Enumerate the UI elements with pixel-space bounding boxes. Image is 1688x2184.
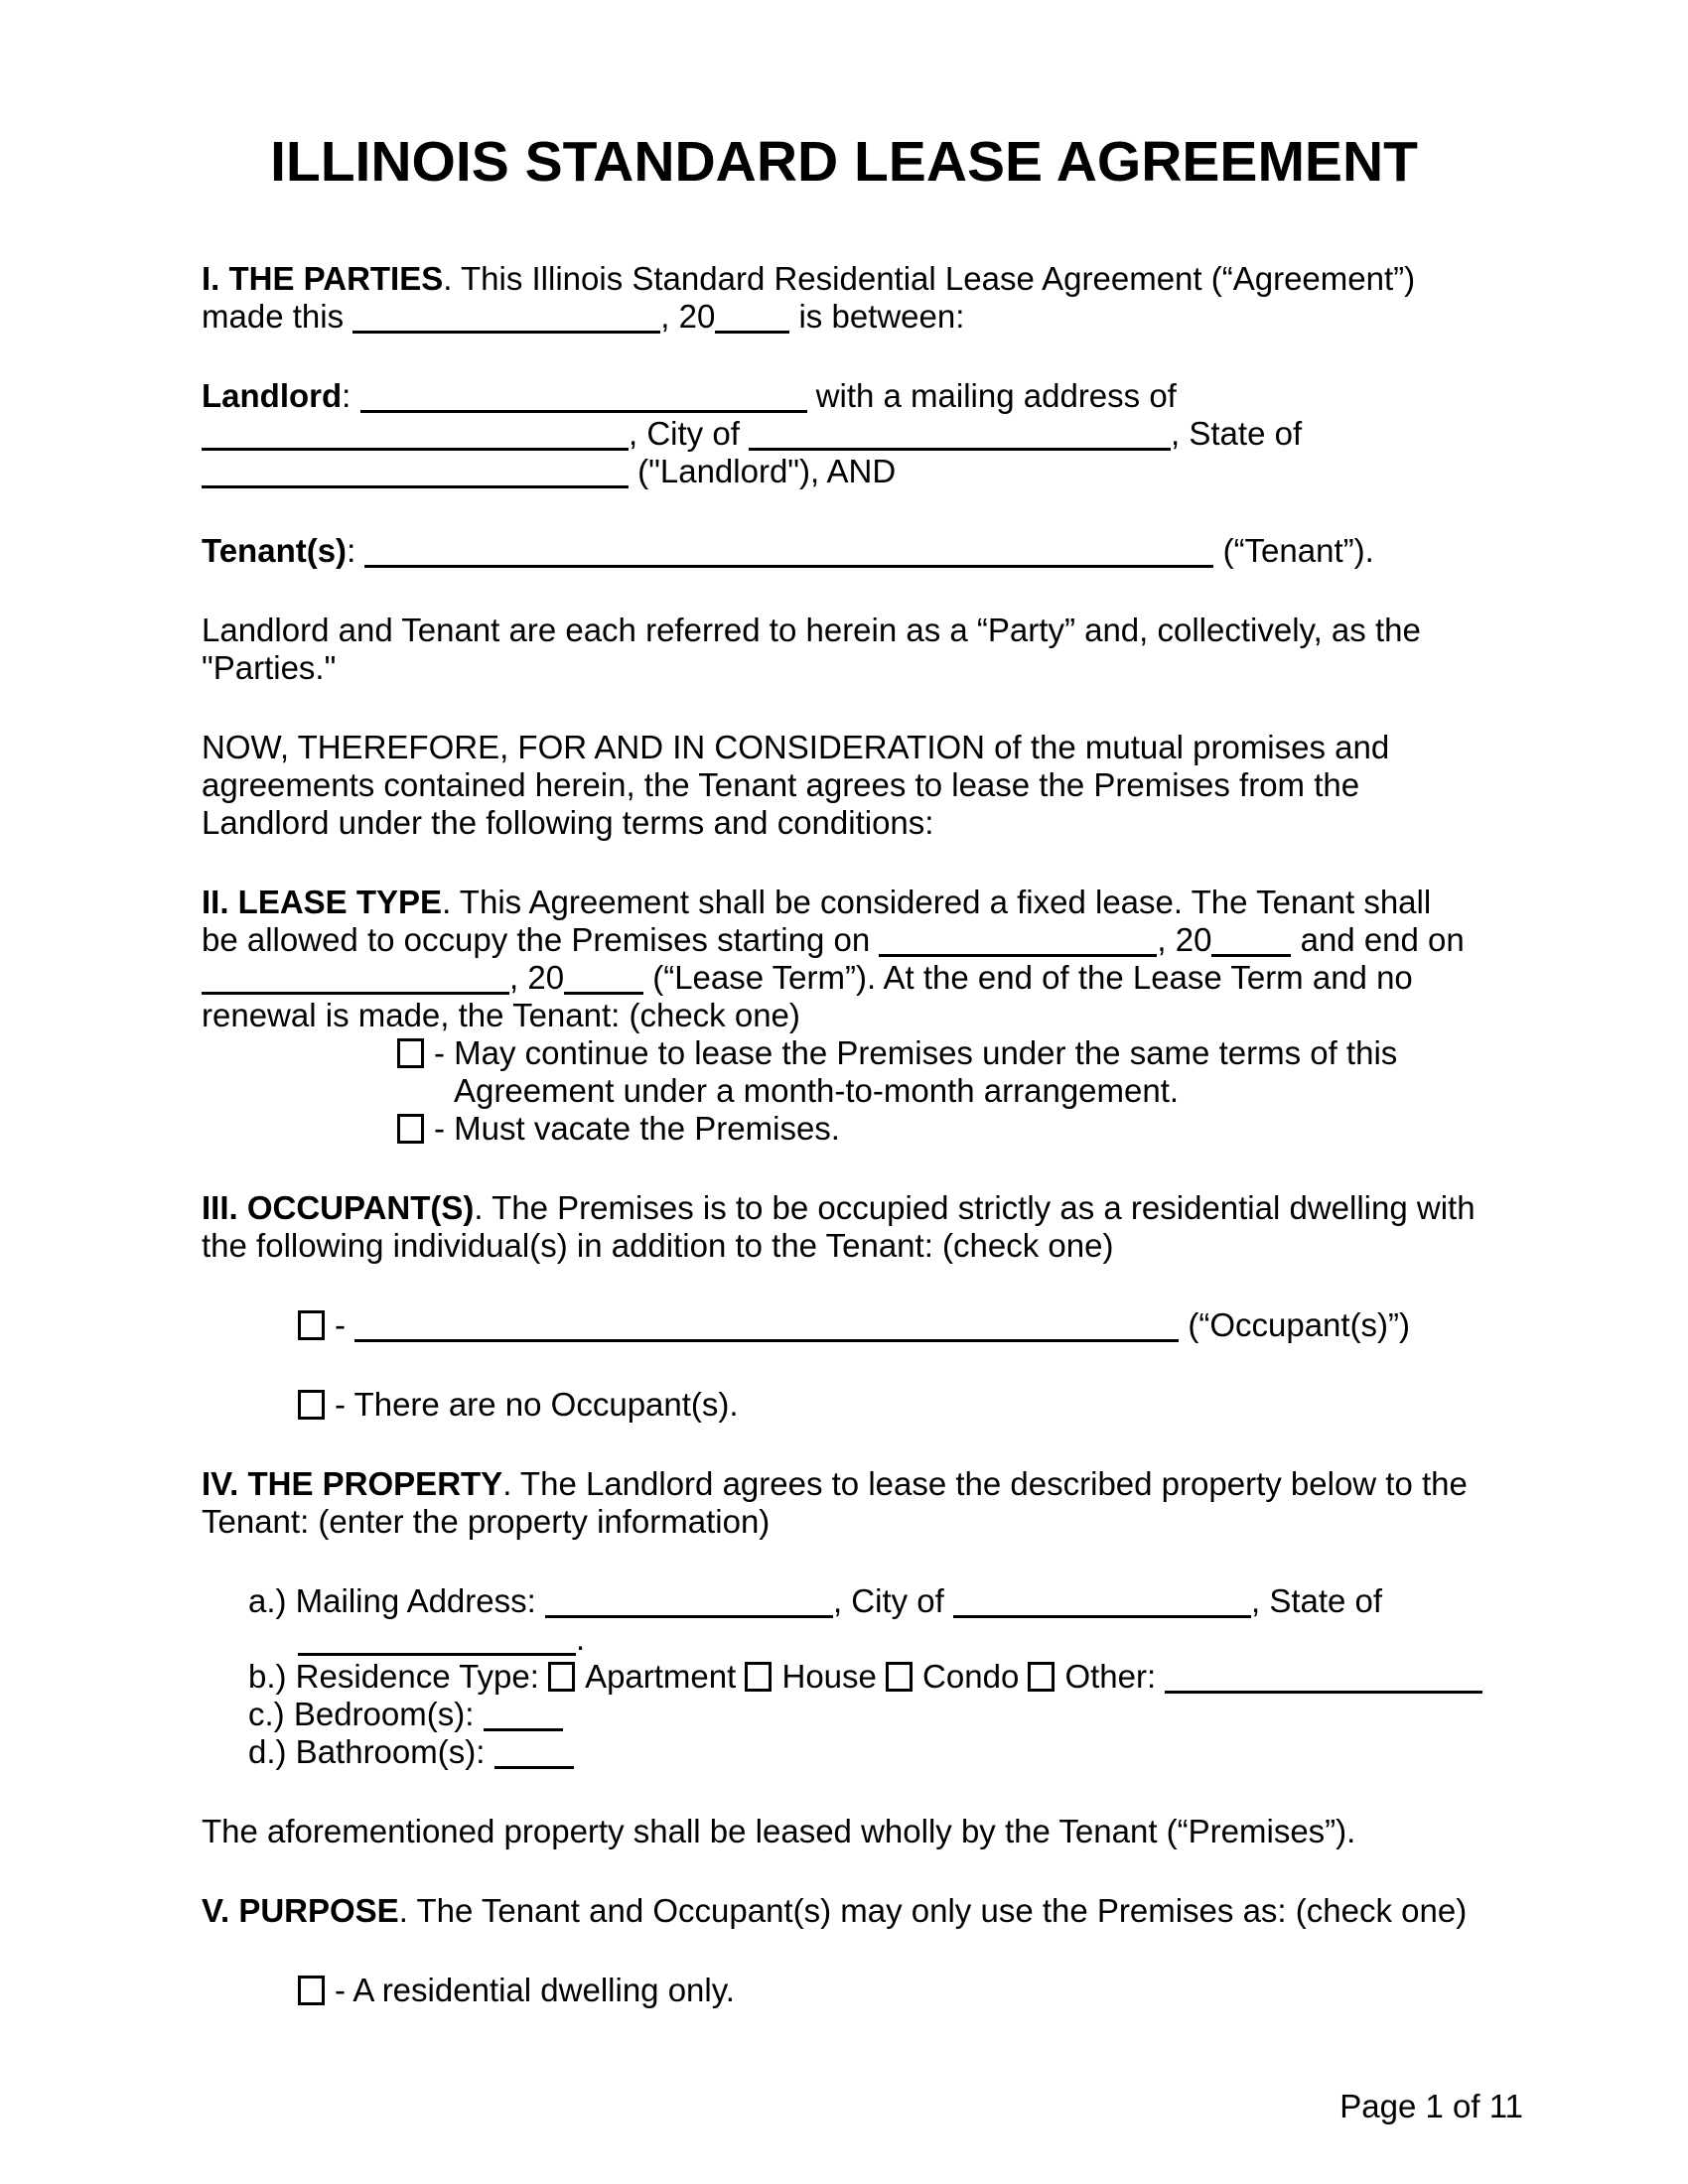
- section2-line2-post: and end on: [1291, 921, 1465, 958]
- section1-line2-post: is between:: [789, 298, 965, 335]
- section-the-parties: [202, 260, 1492, 336]
- lease-start-year-blank[interactable]: [1211, 944, 1291, 957]
- landlord-paragraph: [202, 377, 1492, 490]
- section2-heading: II. LEASE TYPE: [202, 884, 443, 920]
- section4-heading: IV. THE PROPERTY: [202, 1465, 503, 1502]
- premises-sentence: The aforementioned property shall be leased wholly by the Tenant (“Premises”).: [202, 1813, 1356, 1849]
- consideration-paragraph: [202, 729, 1492, 842]
- section1-heading: I. THE PARTIES: [202, 260, 444, 297]
- section4-line2: Tenant: (enter the property information): [202, 1503, 771, 1540]
- section5-line1-text: . The Tenant and Occupant(s) may only use the Premises as: (check one): [398, 1892, 1468, 1929]
- month-to-month-checkbox[interactable]: [397, 1038, 424, 1068]
- landlord-line3-post: ("Landlord"), AND: [629, 453, 897, 489]
- landlord-city-blank[interactable]: [749, 438, 1171, 451]
- item-b-label: b.) Residence Type:: [248, 1658, 549, 1695]
- section3-line1-text: . The Premises is to be occupied strictly as a residential dwelling with: [474, 1189, 1476, 1226]
- no-occupants-checkbox[interactable]: [298, 1390, 325, 1420]
- lease-start-date-blank[interactable]: [879, 944, 1157, 957]
- option-continue-lease-line2: Agreement under a month-to-month arrangement.: [454, 1072, 1180, 1109]
- section2-line4: renewal is made, the Tenant: (check one): [202, 997, 800, 1033]
- bedrooms-blank[interactable]: [484, 1718, 563, 1731]
- house-label: House: [781, 1658, 887, 1695]
- section1-line2-pre: made this: [202, 298, 353, 335]
- bathrooms-blank[interactable]: [494, 1756, 574, 1769]
- section-purpose: [202, 1892, 1492, 1930]
- tenant-colon: :: [347, 532, 365, 569]
- condo-label: Condo: [922, 1658, 1029, 1695]
- item-c-label: c.) Bedroom(s):: [248, 1696, 484, 1732]
- apartment-checkbox[interactable]: [548, 1662, 575, 1692]
- condo-checkbox[interactable]: [886, 1662, 913, 1692]
- tenant-paragraph: [202, 532, 1492, 570]
- parties-line1: Landlord and Tenant are each referred to herein as a “Party” and, collectively, as the: [202, 612, 1421, 648]
- section3-line2: the following individual(s) in addition to the Tenant: (check one): [202, 1227, 1114, 1264]
- occupants-named-option: [202, 1306, 1492, 1344]
- section5-heading: V. PURPOSE: [202, 1892, 399, 1929]
- landlord-label: Landlord: [202, 377, 343, 414]
- item-a-period: .: [576, 1620, 586, 1657]
- option-continue-lease-line1: - May continue to lease the Premises under the same terms of this: [434, 1034, 1398, 1071]
- must-vacate-checkbox[interactable]: [397, 1114, 424, 1144]
- agreement-year-blank[interactable]: [715, 321, 789, 334]
- section2-line3-mid: , 20: [509, 959, 565, 996]
- section-the-property: [202, 1465, 1492, 1541]
- other-residence-checkbox[interactable]: [1028, 1662, 1055, 1692]
- section-occupants: [202, 1189, 1492, 1265]
- tenant-label: Tenant(s): [202, 532, 348, 569]
- section2-line1-text: . This Agreement shall be considered a fixed lease. The Tenant shall: [442, 884, 1432, 920]
- property-state-blank[interactable]: [298, 1643, 576, 1656]
- section2-line3-post: (“Lease Term”). At the end of the Lease Term and no: [643, 959, 1413, 996]
- parties-definition-paragraph: [202, 612, 1492, 687]
- tenant-post: (“Tenant”).: [1213, 532, 1374, 569]
- property-city-blank[interactable]: [953, 1605, 1251, 1618]
- item-a-city-label: , City of: [832, 1582, 953, 1619]
- occupants-checkbox[interactable]: [298, 1310, 325, 1340]
- landlord-state-blank[interactable]: [202, 476, 629, 488]
- residential-dwelling-option: [202, 1972, 1492, 2009]
- landlord-city-label: , City of: [629, 415, 750, 452]
- landlord-line1-post: with a mailing address of: [806, 377, 1177, 414]
- premises-paragraph: [202, 1813, 1492, 1850]
- document-title: ILLINOIS STANDARD LEASE AGREEMENT: [270, 130, 1418, 194]
- occupants-dash: -: [335, 1306, 355, 1343]
- landlord-street-address-blank[interactable]: [202, 438, 629, 451]
- apartment-label: Apartment: [585, 1658, 746, 1695]
- landlord-colon: :: [342, 377, 360, 414]
- parties-line2: "Parties.": [202, 649, 337, 686]
- section2-line2-mid: , 20: [1157, 921, 1212, 958]
- residential-dwelling-label: - A residential dwelling only.: [335, 1972, 735, 2008]
- occupants-post: (“Occupant(s)”): [1179, 1306, 1411, 1343]
- item-a-label: a.) Mailing Address:: [248, 1582, 545, 1619]
- other-residence-blank[interactable]: [1165, 1681, 1482, 1694]
- section4-line1-text: . The Landlord agrees to lease the described property below to the: [502, 1465, 1468, 1502]
- consideration-line1: NOW, THEREFORE, FOR AND IN CONSIDERATION of the mutual promises and: [202, 729, 1390, 765]
- document-body: [202, 260, 1492, 2009]
- item-d-label: d.) Bathroom(s):: [248, 1733, 494, 1770]
- no-occupants-label: - There are no Occupant(s).: [335, 1386, 739, 1423]
- no-occupants-option: [202, 1386, 1492, 1424]
- section1-line1-text: . This Illinois Standard Residential Lease Agreement (“Agreement”): [443, 260, 1416, 297]
- other-residence-label: Other:: [1064, 1658, 1166, 1695]
- lease-end-year-blank[interactable]: [564, 982, 643, 995]
- property-mailing-address-blank[interactable]: [545, 1605, 833, 1618]
- section-lease-type: [202, 884, 1492, 1148]
- occupant-names-blank[interactable]: [354, 1329, 1179, 1342]
- tenant-names-blank[interactable]: [364, 555, 1213, 568]
- section3-heading: III. OCCUPANT(S): [202, 1189, 475, 1226]
- house-checkbox[interactable]: [745, 1662, 772, 1692]
- item-a-state-label: , State of: [1251, 1582, 1383, 1619]
- agreement-date-blank[interactable]: [352, 321, 660, 334]
- landlord-state-label: , State of: [1171, 415, 1303, 452]
- section1-line2-mid: , 20: [660, 298, 716, 335]
- page-number: Page 1 of 11: [1339, 2088, 1523, 2124]
- consideration-line2: agreements contained herein, the Tenant agrees to lease the Premises from the: [202, 766, 1360, 803]
- section2-line2-pre: be allowed to occupy the Premises starting on: [202, 921, 880, 958]
- consideration-line3: Landlord under the following terms and conditions:: [202, 804, 934, 841]
- landlord-name-blank[interactable]: [360, 400, 807, 413]
- residential-dwelling-checkbox[interactable]: [298, 1976, 325, 2005]
- option-must-vacate-label: - Must vacate the Premises.: [434, 1110, 840, 1147]
- lease-end-date-blank[interactable]: [202, 982, 509, 995]
- property-information-list: [202, 1582, 1492, 1771]
